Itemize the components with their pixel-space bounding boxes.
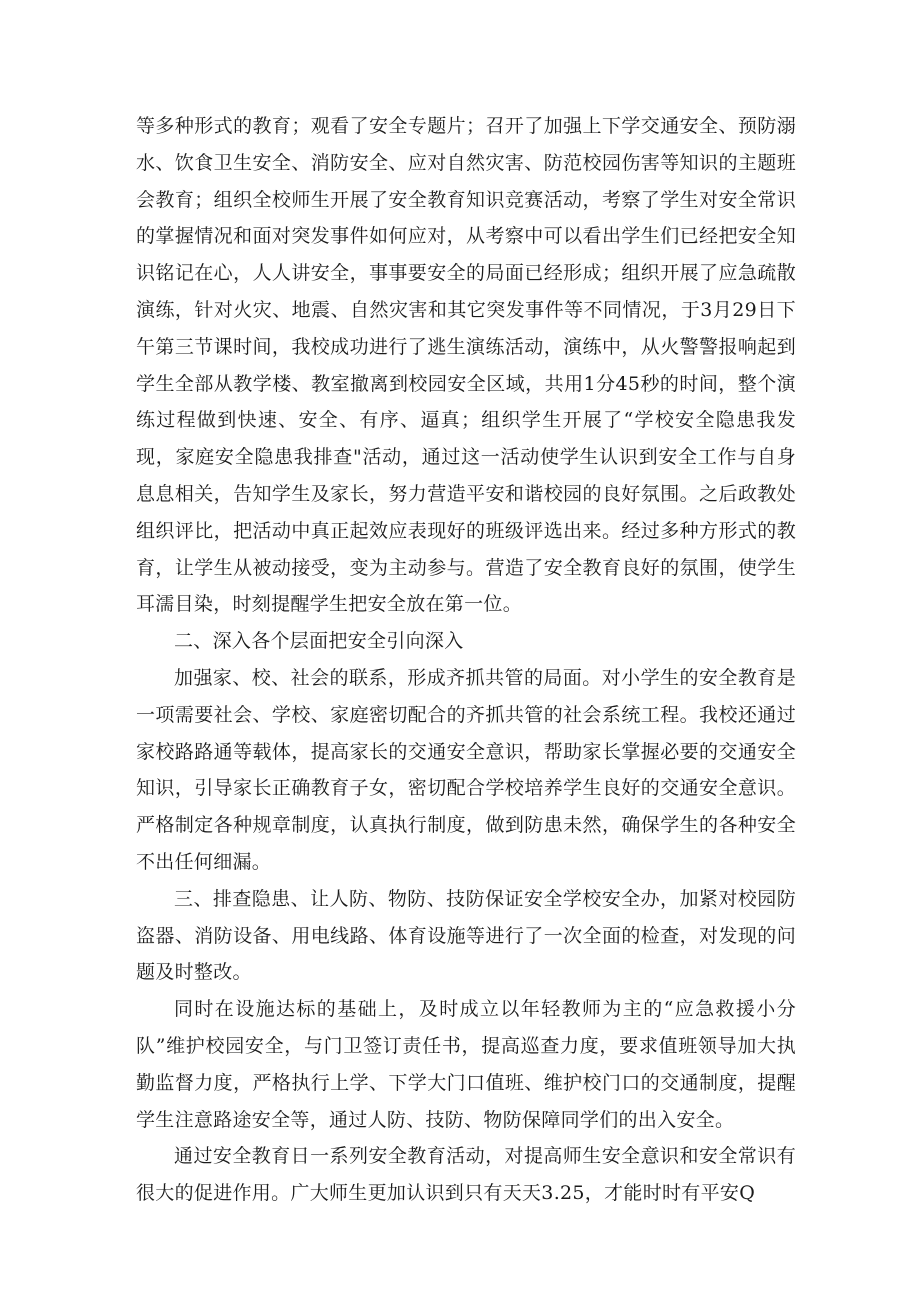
paragraph-home-school-cooperation: 加强家、校、社会的联系，形成齐抓共管的局面。对小学生的安全教育是一项需要社会、学校、家庭密切配合的齐抓共管的社会系统工程。我校还通过家校路路通等载体，提高家长的交通安全意识，帮助家长掌握必要的交通安全知识，引导家长正确教育子女，密切配合学校培养学生良好的交通安全意识。严格制定各种规章制度，认真执行制度，做到防患未然，确保学生的各种安全不出任何细漏。 (136, 666, 796, 873)
document-body (136, 108, 796, 1212)
paragraph-conclusion: 通过安全教育日一系列安全教育活动，对提高师生安全意识和安全常识有很大的促进作用。广大师生更加认识到只有天天3.25，才能时时有平安Q (136, 1145, 796, 1205)
paragraph-hazard-inspection: 三、排查隐患、让人防、物防、技防保证安全学校安全办，加紧对校园防盗器、消防设备、用电线路、体育设施等进行了一次全面的检查，对发现的问题及时整改。 (136, 887, 796, 984)
paragraph-safety-activities: 等多种形式的教育；观看了安全专题片；召开了加强上下学交通安全、预防溺水、饮食卫生安全、消防安全、应对自然灾害、防范校园伤害等知识的主题班会教育；组织全校师生开展了安全教育知识竞赛活动，考察了学生对安全常识的掌握情况和面对突发事件如何应对，从考察中可以看出学生们已经把安全知识铭记在心，人人讲安全，事事要安全的局面已经形成；组织开展了应急疏散演练，针对火灾、地震、自然灾害和其它突发事件等不同情况，于3月29日下午第三节课时间，我校成功进行了逃生演练活动，演练中，从火警警报响起到学生全部从教学楼、教室撤离到校园安全区域，共用1分45秒的时间，整个演练过程做到快速、安全、有序、逼真；组织学生开展了“学校安全隐患我发现，家庭安全隐患我排查"活动，通过这一活动使学生认识到安全工作与自身息息相关，告知学生及家长，努力营造平安和谐校园的良好氛围。之后政教处组织评比，把活动中真正起效应表现好的班级评选出来。经过多种方形式的教育，让学生从被动接受，变为主动参与。营造了安全教育良好的氛围，使学生耳濡目染，时刻提醒学生把安全放在第一位。 (136, 115, 796, 616)
section-heading-2: 二、深入各个层面把安全引向深入 (174, 630, 464, 653)
paragraph-emergency-team: 同时在设施达标的基础上，及时成立以年轻教师为主的“应急救援小分队”维护校园安全，与门卫签订责任书，提高巡查力度，要求值班领导加大执勤监督力度，严格执行上学、下学大门口值班、维护校门口的交通制度，提醒学生注意路途安全等，通过人防、技防、物防保障同学们的出入安全。 (136, 998, 796, 1131)
